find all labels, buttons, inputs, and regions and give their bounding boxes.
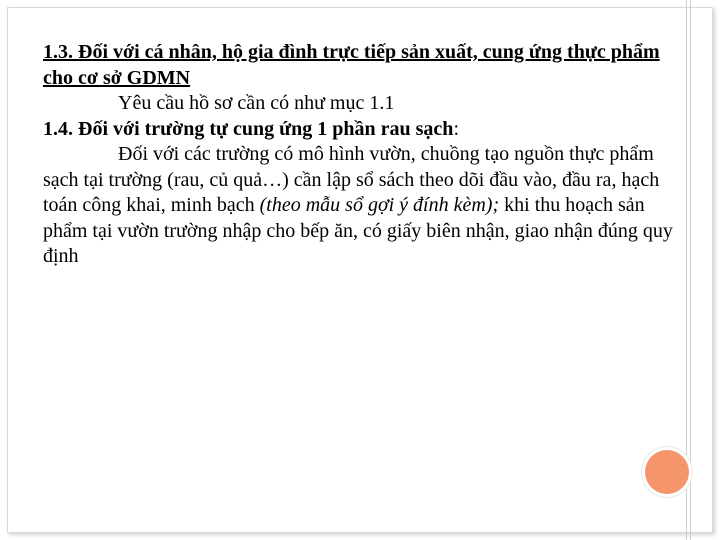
heading-section-1-3: 1.3. Đối với cá nhân, hộ gia đình trực tiếp sản xuất, cung ứng thực phẩm cho cơ sở GDMN <box>43 41 660 89</box>
body-text-italic: (theo mẫu sổ gợi ý đính kèm); <box>259 194 500 216</box>
heading-colon: : <box>453 117 459 140</box>
slide-content <box>43 40 675 270</box>
body-text-part-1: Đối với các trường có mô hình vườn, chuồng tạo nguồn thực phẩm sạch tại trường (rau, củ quả…) cần lập sổ sách theo dõi đầu vào, đầu ra, hạch toán công khai, minh bạch <box>43 143 660 216</box>
body-text-part-2: khi thu hoạch sản phẩm tại vườn trường nhập cho bếp ăn, có giấy biên nhận, giao nhận đúng quy định <box>43 194 673 267</box>
heading-section-1-4-text: 1.4. Đối với trường tự cung ứng 1 phần rau sạch <box>43 117 454 140</box>
accent-circle <box>642 447 692 497</box>
section-1-4-body <box>43 142 675 270</box>
section-1-3-body: Yêu cầu hồ sơ cần có như mục 1.1 <box>118 92 395 114</box>
decorative-rail-line <box>690 0 691 540</box>
heading-section-1-4 <box>43 117 675 143</box>
